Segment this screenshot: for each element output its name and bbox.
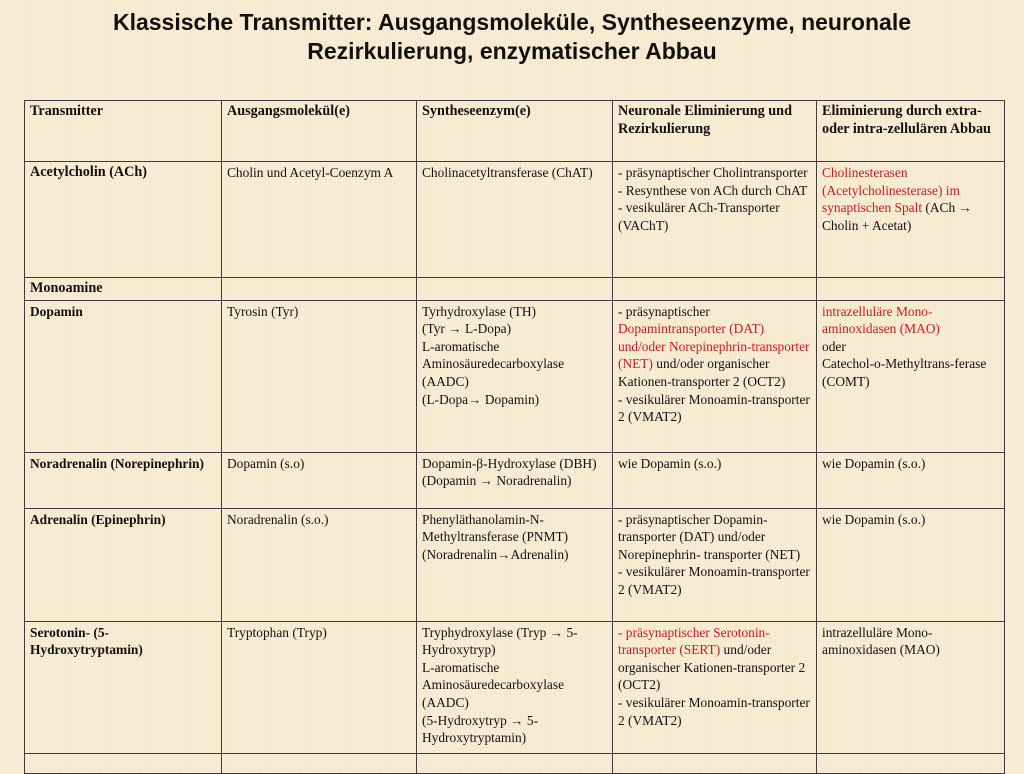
adrenalin-elim-line: - präsynaptischer Dopamin-transporter (DAT) und/oder Norepinephrin- transporter (NET) [618, 511, 801, 562]
empty-cell [613, 278, 817, 301]
serotonin-elimination [613, 621, 817, 753]
noradrenalin-source: Dopamin (s.o) [222, 452, 417, 508]
ach-enzyme: Cholinacetyltransferase (ChAT) [417, 162, 613, 278]
table-row-serotonin [25, 621, 1005, 753]
serotonin-elim-line [618, 624, 813, 694]
dopamin-elim-prefix: - präsynaptischer [618, 303, 710, 319]
serotonin-elim-vmat: - vesikulärer Monoamin-transporter 2 (VMAT2) [618, 694, 810, 728]
header-abbau: Eliminierung durch extra- oder intra-zellulären Abbau [817, 101, 1005, 162]
ach-abbau-highlight: Cholinesterasen (Acetylcholinesterase) im synaptischen Spalt [822, 165, 960, 216]
empty-cell [817, 753, 1005, 773]
dopamin-elim-highlight: Dopamintransporter (DAT) und/oder Norepinephrin-transporter (NET) [618, 321, 810, 372]
ach-name: Acetylcholin (ACh) [25, 162, 222, 278]
adrenalin-enzyme: Phenyläthanolamin-N-Methyltransferase (PNMT) (Noradrenalin→Adrenalin) [417, 508, 613, 621]
empty-cell [417, 753, 613, 773]
empty-cell [222, 753, 417, 773]
dopamin-abbau-rest: Catechol-o-Methyltrans-ferase (COMT) [822, 356, 987, 389]
ach-elim-line: - Resynthese von ACh durch ChAT [618, 182, 808, 198]
table-row-adrenalin [25, 508, 1005, 621]
header-neuronale-eliminierung: Neuronale Eliminierung und Rezirkulierung [613, 101, 817, 162]
noradrenalin-abbau: wie Dopamin (s.o.) [817, 452, 1005, 508]
transmitter-table [24, 100, 1005, 774]
dopamin-enzyme [417, 300, 613, 452]
ach-elimination [613, 162, 817, 278]
ach-source: Cholin und Acetyl-Coenzym A [222, 162, 417, 278]
serotonin-abbau: intrazelluläre Mono-aminoxidasen (MAO) [817, 621, 1005, 753]
empty-cell [25, 753, 222, 773]
dopamin-elimination [613, 300, 817, 452]
adrenalin-elim-line: - vesikulärer Monoamin-transporter 2 (VMAT2) [618, 564, 810, 597]
ach-abbau-rest: (ACh → Cholin + Acetat) [822, 200, 972, 233]
title-line-2: Rezirkulierung, enzymatischer Abbau [307, 38, 717, 64]
serotonin-elim-highlight: - präsynaptischer Serotonin-transporter (SERT) [618, 624, 770, 658]
adrenalin-abbau: wie Dopamin (s.o.) [817, 508, 1005, 621]
dopamin-abbau [817, 300, 1005, 452]
dopamin-elim-line [618, 303, 813, 391]
header-ausgangsmolekuel: Ausgangsmolekül(e) [222, 101, 417, 162]
dopamin-elim-rest: und/oder organischer Kationen-transporter 2 (OCT2) [618, 356, 786, 389]
noradrenalin-elimination: wie Dopamin (s.o.) [613, 452, 817, 508]
empty-cell [613, 753, 817, 773]
monoamine-label: Monoamine [25, 278, 222, 301]
serotonin-elim-rest: und/oder organischer Kationen-transporter 2 (OCT2) [618, 642, 806, 693]
header-transmitter: Transmitter [25, 101, 222, 162]
dopamin-enzyme-line: Tyrhydroxylase (TH) [422, 303, 536, 319]
serotonin-enzyme [417, 621, 613, 753]
empty-cell [222, 278, 417, 301]
serotonin-enzyme-line: L-aromatische Aminosäuredecarboxylase (AADC) [422, 659, 565, 710]
table-row-monoamine [25, 278, 1005, 301]
empty-cell [417, 278, 613, 301]
dopamin-elim-vmat: - vesikulärer Monoamin-transporter 2 (VMAT2) [618, 391, 810, 425]
serotonin-enzyme-line: (5-Hydroxytryp → 5-Hydroxytryptamin) [422, 712, 539, 746]
dopamin-enzyme-line: L-aromatische Aminosäuredecarboxylase (AADC) [422, 338, 565, 389]
dopamin-enzyme-line: (L-Dopa→ Dopamin) [422, 391, 540, 407]
table-header-row [25, 101, 1005, 162]
title-line-1: Klassische Transmitter: Ausgangsmoleküle, Syntheseenzyme, neuronale [112, 9, 912, 35]
serotonin-name: Serotonin- (5-Hydroxytryptamin) [25, 621, 222, 753]
serotonin-enzyme-line: Tryphydroxylase (Tryp → 5-Hydroxytryp) [422, 624, 578, 658]
table-row-dopamin [25, 300, 1005, 452]
noradrenalin-enzyme: Dopamin-β-Hydroxylase (DBH) (Dopamin → Noradrenalin) [417, 452, 613, 508]
table-row-acetylcholin [25, 162, 1005, 278]
dopamin-abbau-oder: oder [822, 338, 846, 354]
adrenalin-name: Adrenalin (Epinephrin) [25, 508, 222, 621]
dopamin-enzyme-line: (Tyr → L-Dopa) [422, 321, 512, 337]
dopamin-abbau-highlight: intrazelluläre Mono-aminoxidasen (MAO) [822, 303, 940, 337]
serotonin-source: Tryptophan (Tryp) [222, 621, 417, 753]
page-title [40, 8, 984, 66]
ach-elim-line: - präsynaptischer Cholintransporter [618, 165, 808, 180]
empty-cell [817, 278, 1005, 301]
adrenalin-source: Noradrenalin (s.o.) [222, 508, 417, 621]
table-row-noradrenalin [25, 452, 1005, 508]
dopamin-name: Dopamin [25, 300, 222, 452]
ach-abbau [817, 162, 1005, 278]
noradrenalin-name: Noradrenalin (Norepinephrin) [25, 452, 222, 508]
adrenalin-elimination [613, 508, 817, 621]
table-row-cutoff [25, 753, 1005, 773]
header-syntheseenzym: Syntheseenzym(e) [417, 101, 613, 162]
ach-elim-line: - vesikulärer ACh-Transporter (VAChT) [618, 200, 780, 233]
dopamin-source: Tyrosin (Tyr) [222, 300, 417, 452]
